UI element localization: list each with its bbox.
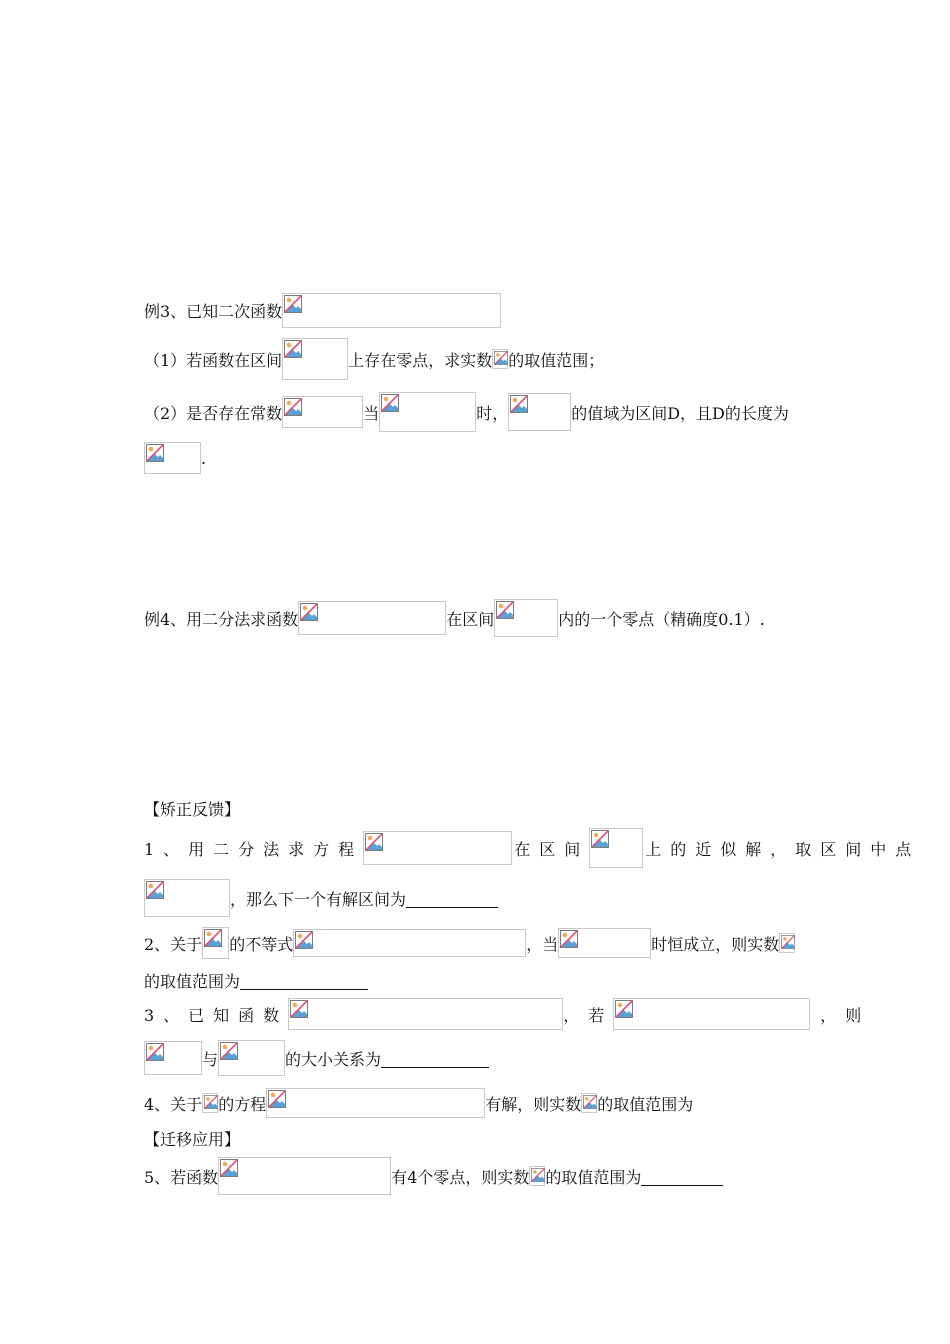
- broken-image-icon: [146, 1043, 164, 1061]
- formula-image: [298, 601, 446, 635]
- section-heading: 【矫正反馈】: [144, 799, 241, 819]
- answer-blank: [406, 889, 498, 908]
- broken-image-icon: [290, 1000, 308, 1018]
- broken-image-icon: [300, 603, 318, 621]
- feedback-p1-cont: [144, 878, 498, 918]
- feedback-p3: [144, 994, 870, 1034]
- formula-image: [144, 1041, 202, 1075]
- formula-image: [202, 927, 229, 959]
- p2-text-b: 的不等式: [229, 934, 294, 954]
- answer-blank: [641, 1167, 723, 1186]
- broken-image-icon: [381, 394, 399, 412]
- p1-text-a: 1、用二分法求方程: [144, 839, 364, 859]
- feedback-heading: [144, 788, 240, 828]
- broken-image-icon: [284, 295, 302, 313]
- broken-image-icon: [284, 340, 302, 358]
- ex3-q1: [144, 339, 604, 379]
- ex3-q1-text-c: 的取值范围；: [508, 350, 605, 370]
- p4-text-d: 的取值范围为: [597, 1094, 694, 1114]
- broken-image-icon: [284, 398, 302, 416]
- p5-text-a: 5、若函数: [144, 1167, 219, 1187]
- answer-blank: [381, 1049, 489, 1068]
- ex4-text-b: 在区间: [446, 609, 495, 629]
- p3-text-a: 3、已知函数: [144, 1005, 289, 1025]
- ex3-text: 例3、已知二次函数: [144, 301, 283, 321]
- ex3-q1-text-b: 上存在零点，求实数: [348, 350, 493, 370]
- formula-image: [508, 393, 571, 431]
- broken-image-icon: [365, 833, 383, 851]
- formula-image: [558, 928, 651, 958]
- ex3-line1: [144, 290, 501, 330]
- broken-image-icon: [560, 930, 578, 948]
- broken-image-icon: [531, 1168, 545, 1182]
- formula-image: [144, 879, 230, 917]
- p2-text-c: ，当: [526, 934, 559, 954]
- broken-image-icon: [204, 929, 222, 947]
- formula-image: [282, 396, 363, 428]
- ex4-line: [144, 598, 765, 638]
- ex3-q2-cont: [144, 438, 206, 478]
- p5-text-c: 的取值范围为: [545, 1167, 642, 1187]
- formula-image: [202, 1093, 218, 1113]
- broken-image-icon: [268, 1090, 286, 1108]
- feedback-p1: [144, 828, 920, 868]
- broken-image-icon: [146, 881, 164, 899]
- p1-text-b: 在区间: [514, 839, 590, 859]
- p1-text-d: ，那么下一个有解区间为: [230, 889, 407, 909]
- ex4-text-c: 内的一个零点（精确度0.1）.: [558, 609, 765, 629]
- p2-text-d: 时恒成立，则实数: [651, 934, 780, 954]
- formula-image: [494, 599, 558, 637]
- p4-text-b: 的方程: [218, 1094, 267, 1114]
- ex4-text-a: 例4、用二分法求函数: [144, 609, 299, 629]
- p3-text-e: 的大小关系为: [285, 1049, 382, 1069]
- p1-text-c: 上的近似解，取区间中点: [645, 839, 921, 859]
- broken-image-icon: [591, 830, 609, 848]
- feedback-p2: [144, 923, 795, 963]
- formula-image: [581, 1093, 597, 1113]
- broken-image-icon: [204, 1095, 218, 1109]
- transfer-p5: [144, 1156, 723, 1196]
- feedback-p3-cont: [144, 1038, 489, 1078]
- p3-text-c: ，则: [820, 1005, 871, 1025]
- formula-image: [218, 1040, 285, 1076]
- formula-image: [589, 828, 643, 868]
- p2-text-a: 2、关于: [144, 934, 203, 954]
- broken-image-icon: [295, 931, 313, 949]
- broken-image-icon: [510, 395, 528, 413]
- ex3-q2-text-c: 时，: [476, 403, 509, 423]
- formula-image: [288, 998, 563, 1030]
- formula-image: [293, 929, 526, 957]
- formula-image: [282, 338, 348, 380]
- ex3-q2: [144, 392, 789, 432]
- p3-text-b: ，若: [563, 1005, 614, 1025]
- p4-text-c: 有解，则实数: [485, 1094, 582, 1114]
- broken-image-icon: [583, 1095, 597, 1109]
- formula-image: [282, 293, 501, 328]
- p3-text-d: 与: [202, 1049, 219, 1069]
- section-heading: 【迁移应用】: [144, 1129, 241, 1149]
- formula-image: [363, 831, 512, 865]
- broken-image-icon: [220, 1159, 238, 1177]
- formula-image: [218, 1157, 391, 1195]
- ex3-q2-text-d: 的值域为区间D，且D的长度为: [571, 403, 789, 423]
- ex3-q2-end: .: [201, 448, 207, 468]
- p4-text-a: 4、关于: [144, 1094, 203, 1114]
- transfer-heading: [144, 1118, 240, 1158]
- p5-text-b: 有4个零点，则实数: [391, 1167, 530, 1187]
- broken-image-icon: [494, 351, 508, 365]
- formula-image: [144, 442, 201, 474]
- feedback-p4: [144, 1083, 693, 1123]
- broken-image-icon: [496, 601, 514, 619]
- ex3-q2-text-b: 当: [363, 403, 380, 423]
- formula-image: [779, 933, 795, 953]
- answer-blank: [240, 971, 368, 990]
- ex3-q2-text-a: （2）是否存在常数: [144, 403, 283, 423]
- broken-image-icon: [220, 1042, 238, 1060]
- broken-image-icon: [146, 444, 164, 462]
- formula-image: [529, 1166, 545, 1186]
- formula-image: [379, 392, 476, 432]
- formula-image: [492, 349, 508, 369]
- ex3-q1-text-a: （1）若函数在区间: [144, 350, 283, 370]
- p2-text-e: 的取值范围为: [144, 971, 241, 991]
- broken-image-icon: [615, 1000, 633, 1018]
- formula-image: [613, 998, 810, 1030]
- broken-image-icon: [781, 935, 795, 949]
- formula-image: [266, 1088, 485, 1118]
